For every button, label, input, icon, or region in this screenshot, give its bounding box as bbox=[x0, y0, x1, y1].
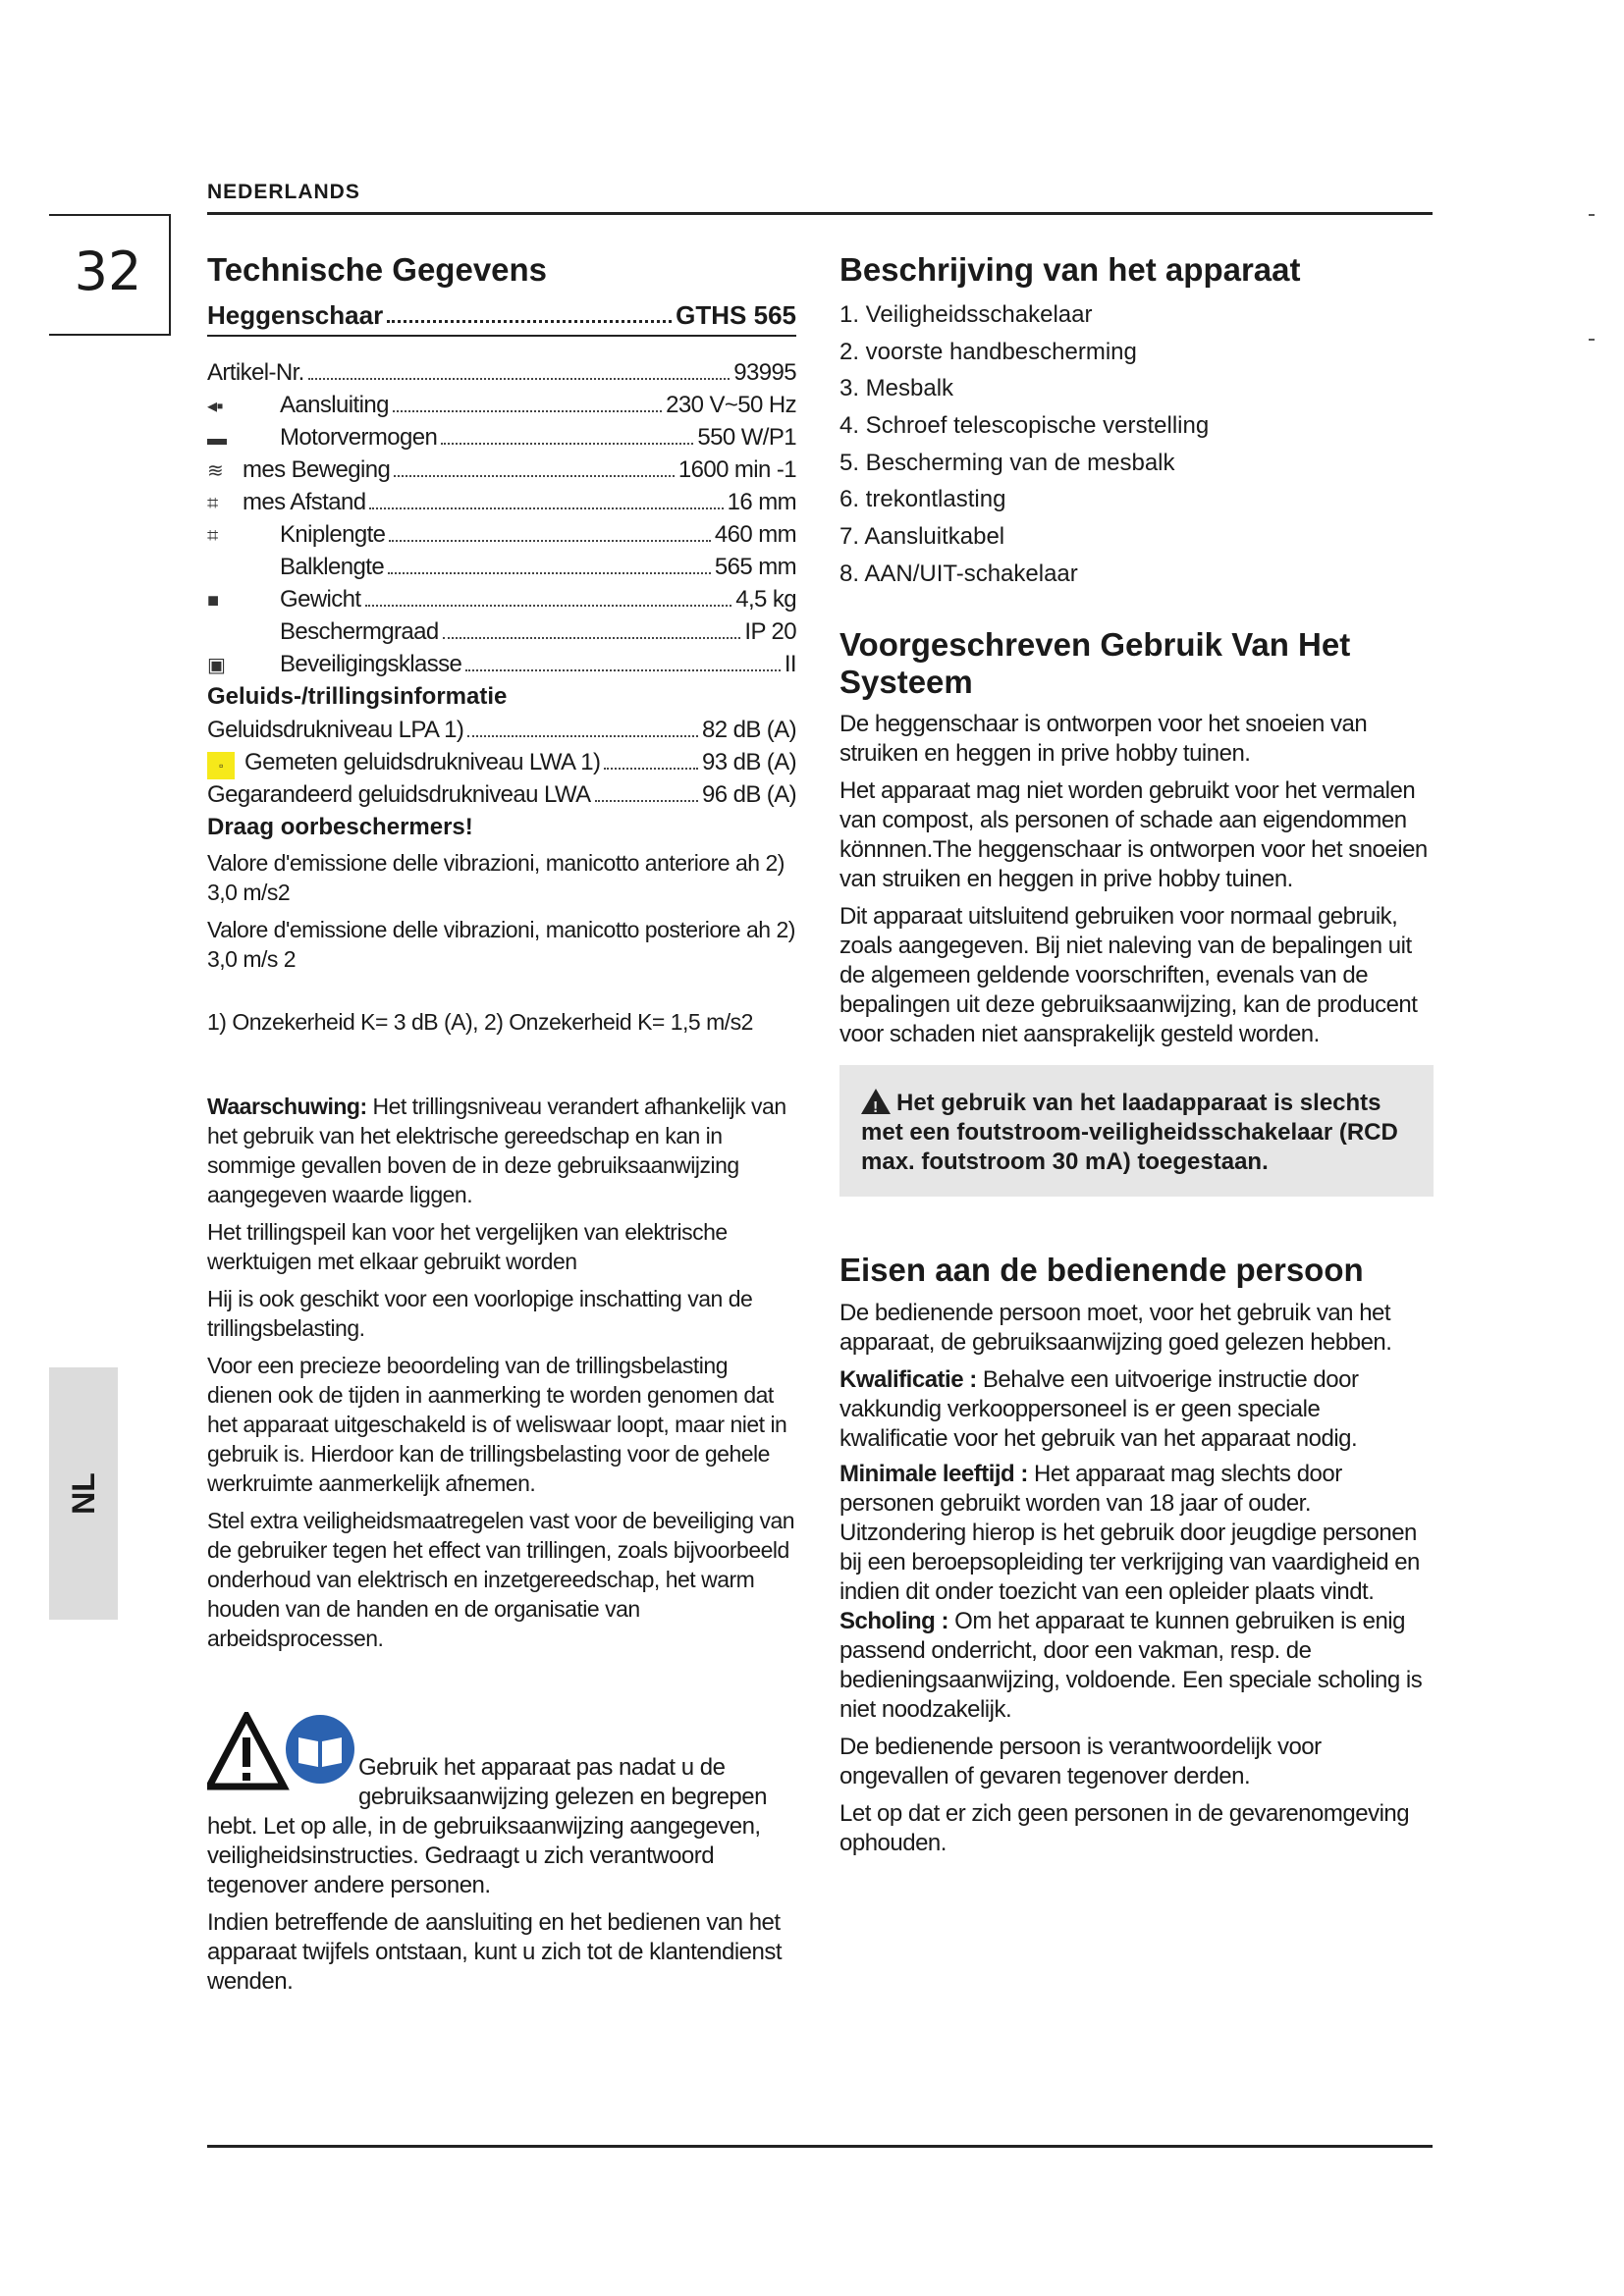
left-column bbox=[207, 251, 796, 2004]
list-item: 8. AAN/UIT-schakelaar bbox=[839, 560, 1078, 587]
section-label: NEDERLANDS bbox=[207, 181, 360, 203]
vibration-rear: Valore d'emissione delle vibrazioni, manicotto posteriore ah 2) 3,0 m/s 2 bbox=[207, 916, 795, 972]
crop-mark bbox=[1589, 339, 1595, 341]
intended-use-title: Voorgeschreven Gebruik Van Het Systeem bbox=[839, 625, 1351, 700]
product-label: Heggenschaar bbox=[207, 299, 384, 330]
paragraph: Let op dat er zich geen personen in de gevarenomgeving ophouden. bbox=[839, 1800, 1410, 1857]
read-manual-icon bbox=[286, 1715, 354, 1784]
paragraph: De bedienende persoon is verantwoordelijk voor ongevallen of gevaren tegenover derden. bbox=[839, 1734, 1322, 1790]
spec-row: ⌗ Kniplengte 460 mm bbox=[207, 518, 796, 551]
spec-row: ▬ Motorvermogen 550 W/P1 bbox=[207, 421, 796, 454]
cut-length-icon: ⌗ bbox=[207, 524, 218, 547]
spec-row: ▣ Beveiligingsklasse II bbox=[207, 648, 796, 680]
warning-exclamation-dot bbox=[243, 1773, 250, 1781]
spec-row: ⌗ mes Afstand 16 mm bbox=[207, 486, 796, 518]
paragraph: Stel extra veiligheidsmaatregelen vast voor de beveiliging van de gebruiker tegen het effect van trillingen, zoals bijvoorbeeld onderhoud van elektrisch en inzetgereedschap, het warm houden van de handen en de organisatie van arbeidsprocessen. bbox=[207, 1507, 795, 1651]
right-column bbox=[839, 251, 1434, 1866]
manual-notice-2: Indien betreffende de aansluiting en het bedienen van het apparaat twijfels ontstaan, kunt u zich tot de klantendienst wenden. bbox=[207, 1908, 783, 1995]
class-ii-icon: ▣ bbox=[207, 654, 226, 676]
spec-row: Balklengte 565 mm bbox=[280, 553, 796, 580]
warning-icon bbox=[861, 1089, 891, 1114]
language-tab bbox=[49, 1367, 118, 1620]
ear-protection-note: Draag oorbeschermers! bbox=[207, 813, 473, 840]
noise-row: Gegarandeerd geluidsdrukniveau LWA 96 dB (A) bbox=[207, 780, 796, 808]
paragraph: De bedienende persoon moet, voor het gebruik van het apparaat, de gebruiksaanwijzing goed gelezen hebben. bbox=[839, 1300, 1392, 1357]
vibration-warning bbox=[207, 1092, 796, 1209]
spec-row: Beschermgraad IP 20 bbox=[280, 617, 796, 645]
spec-row: ≋ mes Beweging 1600 min -1 bbox=[207, 454, 796, 486]
technical-data-title: Technische Gegevens bbox=[207, 251, 548, 288]
spec-row: ■ Gewicht 4,5 kg bbox=[207, 583, 796, 615]
highlight-marker: ▫ bbox=[207, 752, 235, 779]
list-item: 2. voorste handbescherming bbox=[839, 338, 1137, 365]
paragraph: Voor een precieze beoordeling van de trillingsbelasting dienen ook de tijden in aanmerking te worden genomen dat het apparaat uitgeschakeld is of weliswaar loopt, maar niet in gebruik is. Hierdoor kan de trillingsbelasting voor de gehele werkruimte aanmerkelijk afnemen. bbox=[207, 1352, 787, 1496]
paragraph: Dit apparaat uitsluitend gebruiken voor normaal gebruik, zoals aangegeven. Bij niet naleving van de bepalingen uit de algemeen geldende voorschriften, evenals van de bepalingen uit deze gebruiksaanwijzing, kan de producent voor schaden niet aansprakelijk gesteld worden. bbox=[839, 903, 1418, 1048]
list-item: 1. Veiligheidsschakelaar bbox=[839, 300, 1093, 328]
list-item: 6. trekontlasting bbox=[839, 486, 1006, 513]
list-item: 3. Mesbalk bbox=[839, 375, 954, 402]
manual-notice-block bbox=[207, 1712, 796, 1997]
rcd-warning-box bbox=[839, 1065, 1434, 1197]
paragraph: Het apparaat mag niet worden gebruikt voor het vermalen van compost, als personen of schade aan eigendommen könnnen.The heggenschaar is ontworpen voor het snoeien van struiken en heggen in prive hobby tuinen. bbox=[839, 777, 1428, 893]
list-item: 7. Aansluitkabel bbox=[839, 523, 1005, 551]
parts-list bbox=[839, 296, 1434, 593]
warning-and-manual-icons bbox=[207, 1712, 354, 1790]
paragraph: Het trillingspeil kan voor het vergelijken van elektrische werktuigen met elkaar gebruikt worden bbox=[207, 1218, 728, 1274]
training: Scholing : Om het apparaat te kunnen gebruiken is enig passend onderricht, door een vakman, resp. de bedieningsaanwijzing, voldoende. Een speciale scholing is niet noodzakelijk. bbox=[839, 1608, 1423, 1724]
warning-exclamation bbox=[243, 1737, 250, 1767]
vibration-front: Valore d'emissione delle vibrazioni, manicotto anteriore ah 2) 3,0 m/s2 bbox=[207, 849, 785, 905]
crop-mark bbox=[1589, 214, 1595, 216]
spec-row: Artikel-Nr. 93995 bbox=[207, 358, 796, 386]
language-tab-label: NL bbox=[65, 1472, 101, 1515]
qualification: Kwalificatie : Behalve een uitvoerige instructie door vakkundig verkooppersoneel is er geen speciale kwalificatie voor het gebruik van het apparaat nodig. bbox=[839, 1366, 1359, 1453]
dot-leader bbox=[387, 300, 672, 323]
warning-text: Het trillingsniveau verandert afhankelijk van het gebruik van het elektrische gereedschap en kan in sommige gevallen boven de in deze gebruiksaanwijzing aangegeven waarde liggen. bbox=[207, 1093, 786, 1207]
warning-label: Waarschuwing: bbox=[207, 1093, 367, 1119]
plug-icon: ◂▪ bbox=[207, 395, 223, 417]
motor-icon: ▬ bbox=[207, 427, 227, 450]
paragraph: De heggenschaar is ontworpen voor het snoeien van struiken en heggen in prive hobby tuinen. bbox=[839, 711, 1368, 768]
footer-rule bbox=[207, 2145, 1433, 2148]
paragraph: Hij is ook geschikt voor een voorlopige inschatting van de trillingsbelasting. bbox=[207, 1285, 753, 1341]
spec-table bbox=[207, 356, 796, 680]
operator-title: Eisen aan de bedienende persoon bbox=[839, 1252, 1364, 1289]
manual-notice: Gebruik het apparaat pas nadat u de gebruiksaanwijzing gelezen en begrepen hebt. Let op alle, in de gebruiksaanwijzing aangegeven, veiligheidsinstructies. Gedraagt u zich verantwoord tegenover andere personen. bbox=[207, 1753, 767, 1898]
noise-row: ▫ Gemeten geluidsdrukniveau LWA 1) 93 dB (A) bbox=[207, 746, 796, 778]
weight-icon: ■ bbox=[207, 589, 219, 612]
minimum-age: Minimale leeftijd : Het apparaat mag slechts door personen gebruikt worden van 18 jaar of ouder. Uitzondering hierop is het gebruik door jeugdige personen bij een beroepsopleiding ter verkrijging van vaardigheid en indien dit onder toezicht van een opleider plaats vindt. bbox=[839, 1461, 1420, 1606]
rcd-warning-text: Het gebruik van het laadapparaat is slechts met een foutstroom-veiligheidsschakelaar (RCD max. foutstroom 30 mA) toegestaan. bbox=[861, 1090, 1398, 1176]
product-model: GTHS 565 bbox=[676, 299, 796, 330]
spec-row: ◂▪ Aansluiting 230 V~50 Hz bbox=[207, 389, 796, 421]
list-item: 4. Schroef telescopische verstelling bbox=[839, 412, 1210, 440]
noise-heading: Geluids-/trillingsinformatie bbox=[207, 682, 508, 710]
description-title: Beschrijving van het apparaat bbox=[839, 251, 1301, 288]
blade-motion-icon: ≋ bbox=[207, 459, 224, 482]
noise-row: Geluidsdrukniveau LPA 1) 82 dB (A) bbox=[207, 716, 796, 743]
uncertainty-note: 1) Onzekerheid K= 3 dB (A), 2) Onzekerheid K= 1,5 m/s2 bbox=[207, 1008, 753, 1035]
list-item: 5. Bescherming van de mesbalk bbox=[839, 449, 1175, 476]
header-rule bbox=[207, 212, 1433, 215]
product-line bbox=[207, 300, 796, 337]
page-number: 32 bbox=[74, 240, 142, 302]
tooth-spacing-icon: ⌗ bbox=[207, 492, 218, 514]
